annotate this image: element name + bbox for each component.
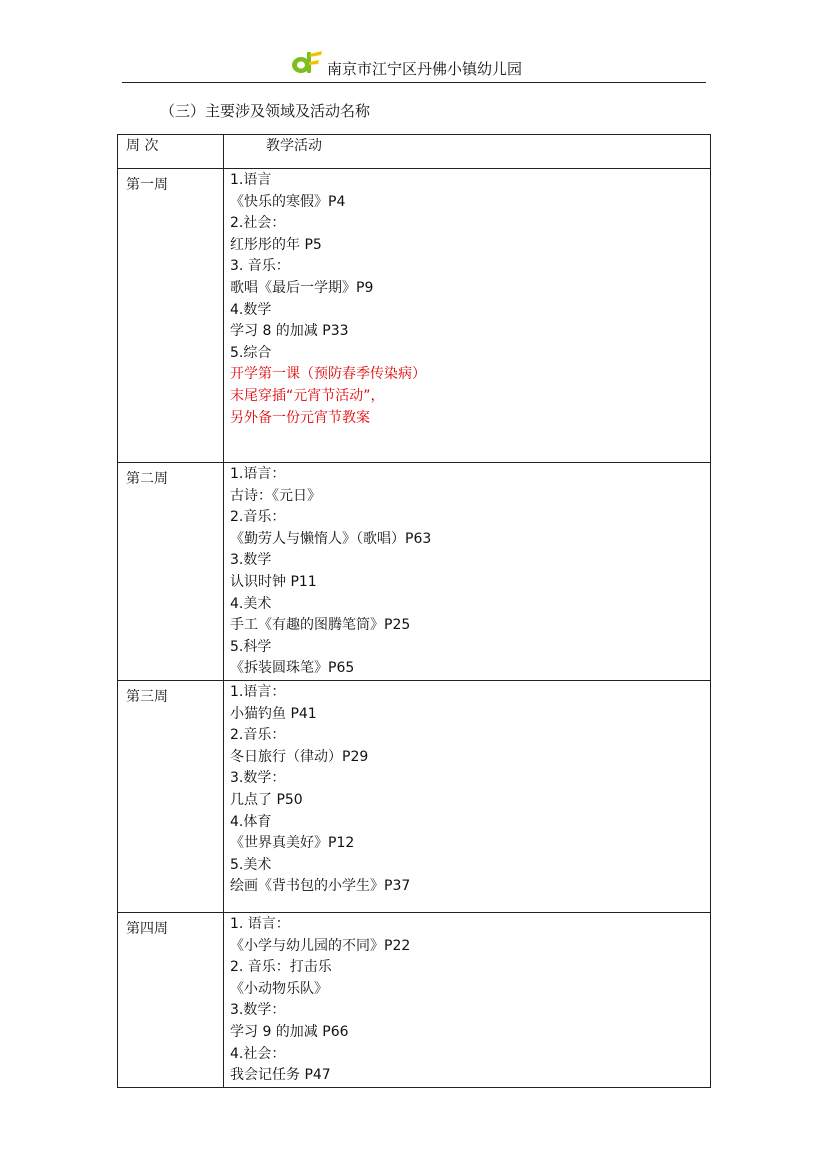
activity-line: 4.社会： [230, 1045, 286, 1062]
activity-table [117, 134, 711, 1088]
activity-line: 开学第一课（预防春季传染病） [230, 366, 426, 383]
activity-line: 《世界真美好》P12 [230, 835, 355, 852]
activity-line: 2.音乐： [230, 727, 286, 744]
activity-line: 5.美术 [230, 856, 272, 873]
activity-column-header: 教学活动 [224, 135, 711, 169]
activity-line: 《小动物乐队》 [230, 980, 328, 997]
activity-line: 红彤彤的年 P5 [230, 236, 322, 253]
activity-line: 《勤劳人与懒惰人》（歌唱）P63 [230, 530, 432, 547]
school-logo-icon [288, 48, 324, 78]
table-row [118, 463, 711, 681]
activity-line: 5.综合 [230, 344, 272, 361]
table-row [118, 680, 711, 912]
activity-line: 末尾穿插“元宵节活动”， [230, 387, 385, 404]
activity-line: 1.语言： [230, 683, 286, 700]
activity-line: 4.美术 [230, 595, 272, 612]
activity-line: 手工《有趣的图腾笔筒》P25 [230, 617, 411, 634]
activity-line: 1.语言： [230, 466, 286, 482]
activity-cell [224, 169, 711, 463]
week-cell: 第一周 [118, 169, 224, 463]
activity-line: 2. 音乐：打击乐 [230, 959, 332, 976]
table-header-row [118, 135, 711, 169]
activity-line: 4.数学 [230, 301, 272, 318]
week-cell: 第四周 [118, 912, 224, 1087]
activity-line: 认识时钟 P11 [230, 573, 317, 590]
activity-line: 几点了 P50 [230, 791, 303, 808]
activity-line: 歌唱《最后一学期》P9 [230, 279, 374, 296]
activity-cell [224, 463, 711, 681]
school-name: 南京市江宁区丹佛小镇幼儿园 [327, 60, 523, 78]
activity-line: 5.科学 [230, 638, 272, 655]
activity-cell [224, 680, 711, 912]
activity-line: 小猫钓鱼 P41 [230, 705, 317, 722]
activity-line: 2.社会： [230, 215, 286, 232]
week-column-header: 周 次 [118, 135, 224, 169]
activity-line: 3.数学： [230, 770, 286, 787]
activity-line: 学习 8 的加减 P33 [230, 323, 349, 340]
activity-line: 3.数学： [230, 1002, 286, 1019]
activity-line: 学习 9 的加减 P66 [230, 1023, 349, 1040]
table-row [118, 912, 711, 1087]
activity-line: 古诗：《元日》 [230, 487, 321, 504]
activity-line: 我会记任务 P47 [230, 1067, 331, 1084]
activity-cell [224, 912, 711, 1087]
page-header [122, 46, 706, 83]
table-row [118, 169, 711, 463]
activity-line: 《快乐的寒假》P4 [230, 193, 346, 210]
activity-line: 《小学与幼儿园的不同》P22 [230, 937, 411, 954]
activity-line: 1.语言 [230, 172, 272, 188]
week-cell: 第三周 [118, 680, 224, 912]
activity-line: 《拆装圆珠笔》P65 [230, 660, 355, 677]
activity-line: 3. 音乐： [230, 258, 290, 275]
activity-line: 1. 语言： [230, 915, 290, 932]
activity-line: 另外备一份元宵节教案 [230, 409, 370, 426]
activity-line: 冬日旅行（律动）P29 [230, 748, 369, 765]
activity-line: 绘画《背书包的小学生》P37 [230, 878, 411, 895]
week-cell: 第二周 [118, 463, 224, 681]
activity-line: 2.音乐： [230, 509, 286, 526]
activity-line: 3.数学 [230, 552, 272, 569]
section-title: （三）主要涉及领域及活动名称 [160, 102, 371, 120]
activity-line: 4.体育 [230, 813, 272, 830]
